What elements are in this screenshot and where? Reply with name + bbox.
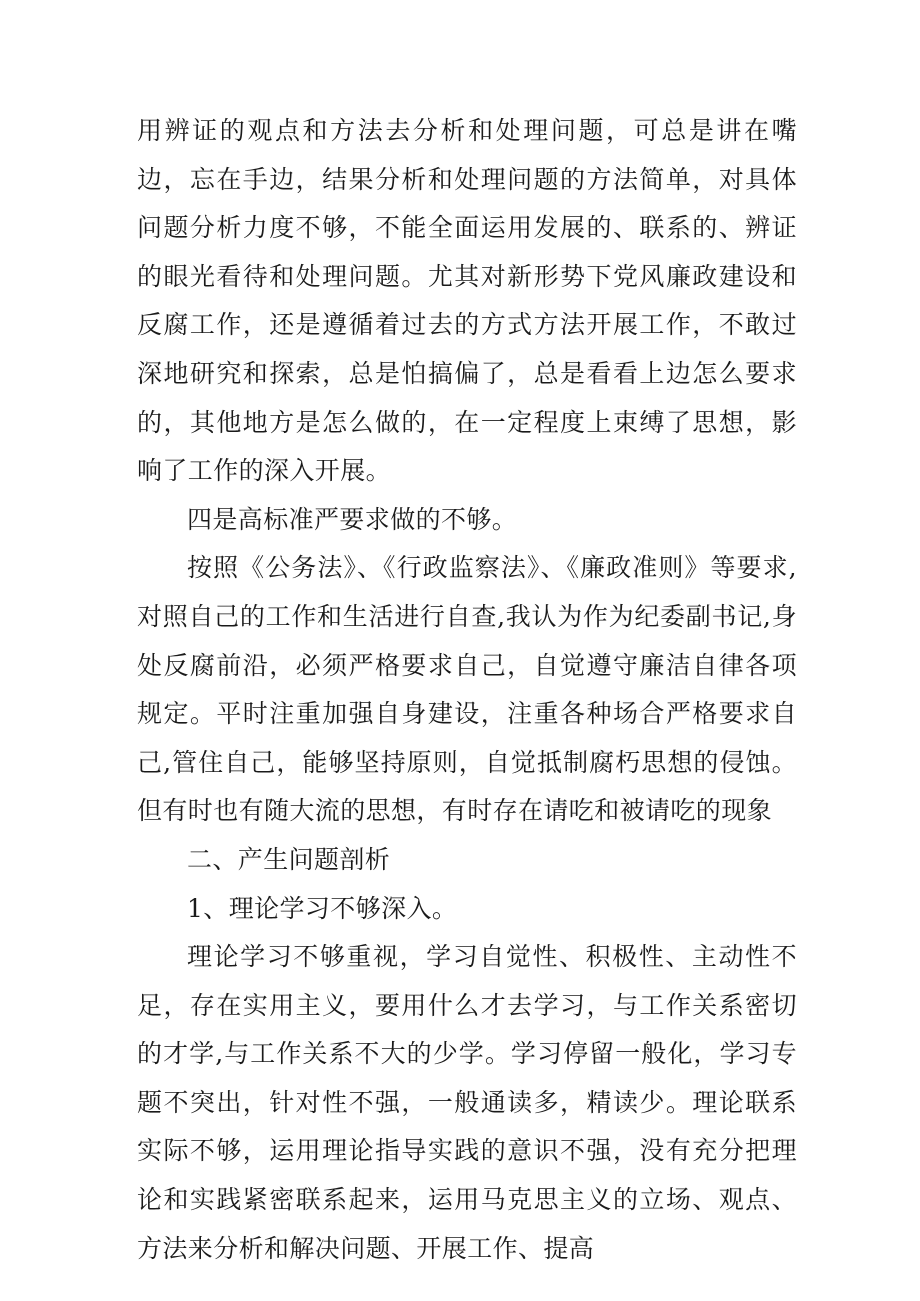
subsection-heading-theory-study: 1、理论学习不够深入。	[187, 893, 458, 923]
paragraph-6: 理论学习不够重视，学习自觉性、积极性、主动性不足，存在实用主义，要用什么才去学习，与工作关系密切的才学,与工作关系不大的少学。学习停留一般化，学习专题不突出，针对性不强，一般通读多，精读少。理论联系实际不够，运用理论指导实践的意识不强，没有充分把理论和实践紧密联系起来，运用马克思主义的立场、观点、方法来分析和解决问题、开展工作、提高	[137, 942, 797, 1263]
paragraph-3: 按照《公务法》、《行政监察法》、《廉政准则》等要求,对照自己的工作和生活进行自查,我认为作为纪委副书记,身处反腐前沿，必须严格要求自己，自觉遵守廉洁自律各项规定。平时注重加强自身建设，注重各种场合严格要求自己,管住自己，能够坚持原则，自觉抵制腐朽思想的侵蚀。但有时也有随大流的思想，有时存在请吃和被请吃的现象	[137, 553, 797, 826]
paragraph-2-heading: 四是高标准严要求做的不够。	[187, 504, 518, 534]
section-heading-problem-analysis: 二、产生问题剖析	[187, 844, 391, 874]
document-body	[137, 107, 797, 1273]
paragraph-1: 用辨证的观点和方法去分析和处理问题，可总是讲在嘴边，忘在手边，结果分析和处理问题的方法简单，对具体问题分析力度不够，不能全面运用发展的、联系的、辨证的眼光看待和处理问题。尤其对新形势下党风廉政建设和反腐工作，还是遵循着过去的方式方法开展工作，不敢过深地研究和探索，总是怕搞偏了，总是看看上边怎么要求的，其他地方是怎么做的，在一定程度上束缚了思想，影响了工作的深入开展。	[137, 116, 797, 486]
